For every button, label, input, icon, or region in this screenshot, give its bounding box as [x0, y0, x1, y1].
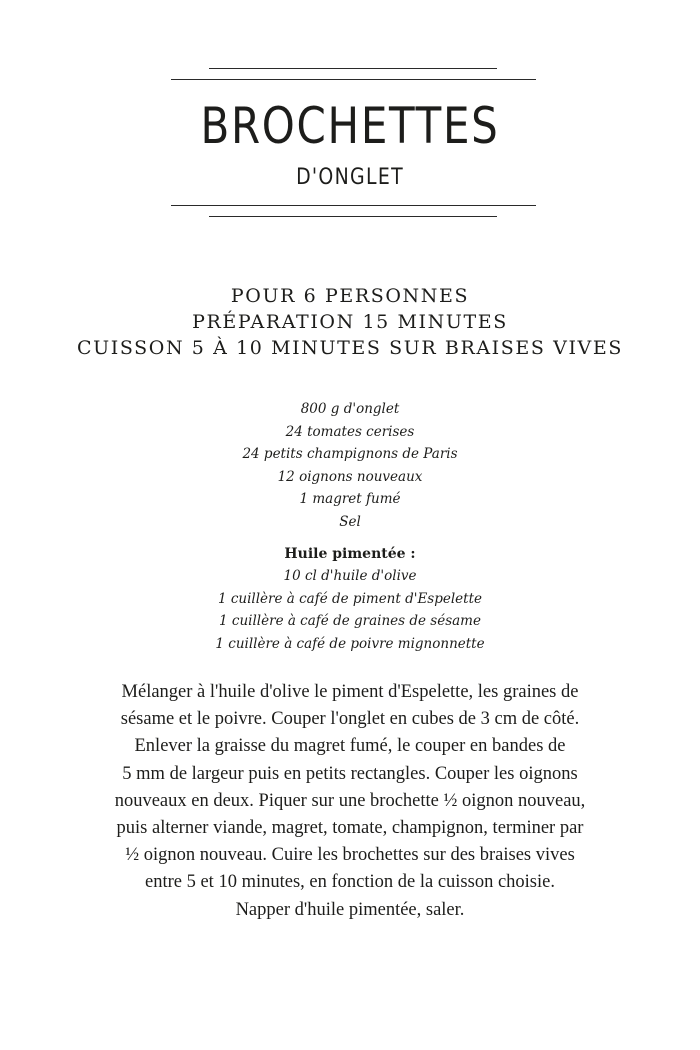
- method-line: entre 5 et 10 minutes, en fonction de la cuisson choisie.: [145, 872, 555, 893]
- method-line: nouveaux en deux. Piquer sur une brochette ½ oignon nouveau,: [114, 790, 586, 811]
- recipe-title: BROCHETTES: [200, 97, 500, 155]
- servings: POUR 6 PERSONNES: [230, 285, 470, 307]
- recipe-subtitle: D'ONGLET: [296, 165, 404, 190]
- sauce-item: 10 cl d'huile d'olive: [283, 568, 417, 585]
- title-top-rule-short: [209, 68, 497, 69]
- sauce-item: 1 cuillère à café de poivre mignonnette: [215, 635, 485, 652]
- ingredient-item: 24 petits champignons de Paris: [242, 446, 458, 463]
- method-line: 5 mm de largeur puis en petits rectangles. Couper les oignons: [122, 763, 578, 784]
- title-bottom-rule-long: [171, 205, 536, 206]
- method-line: puis alterner viande, magret, tomate, champignon, terminer par: [116, 818, 584, 839]
- method-paragraph: [0, 679, 700, 924]
- sauce-item: 1 cuillère à café de graines de sésame: [219, 613, 481, 630]
- method-line: Mélanger à l'huile d'olive le piment d'Espelette, les graines de: [121, 682, 579, 702]
- title-bottom-rule-short: [209, 216, 497, 217]
- recipe-info: [0, 283, 700, 361]
- method-line: sésame et le poivre. Couper l'onglet en cubes de 3 cm de côté.: [120, 709, 580, 730]
- cooking-time: CUISSON 5 À 10 MINUTES SUR BRAISES VIVES: [77, 337, 623, 359]
- ingredient-item: Sel: [339, 513, 361, 530]
- ingredient-item: 24 tomates cerises: [285, 423, 415, 440]
- ingredient-item: 1 magret fumé: [299, 491, 401, 508]
- method-line: Enlever la graisse du magret fumé, le couper en bandes de: [134, 736, 566, 757]
- ingredient-item: 800 g d'onglet: [300, 401, 400, 417]
- method-line: ½ oignon nouveau. Cuire les brochettes sur des braises vives: [125, 845, 575, 866]
- sauce-item: 1 cuillère à café de piment d'Espelette: [217, 590, 483, 607]
- ingredient-list: [0, 398, 700, 656]
- method-line: Napper d'huile pimentée, saler.: [235, 899, 465, 920]
- sauce-heading: Huile pimentée :: [284, 545, 416, 562]
- ingredient-item: 12 oignons nouveaux: [277, 468, 423, 485]
- preparation-time: PRÉPARATION 15 MINUTES: [192, 311, 508, 333]
- title-top-rule-long: [171, 79, 536, 80]
